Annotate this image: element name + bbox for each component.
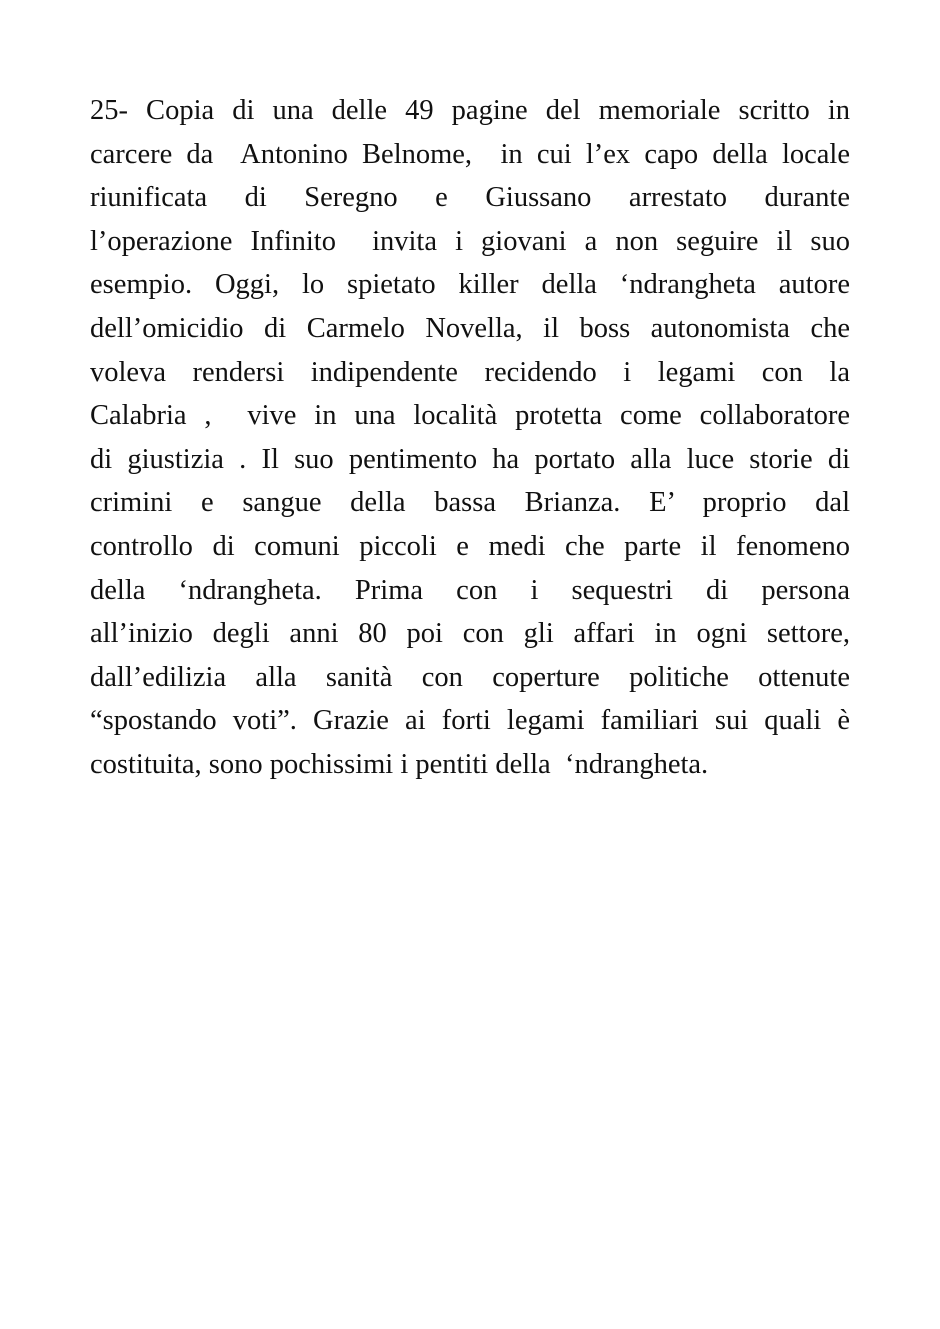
caption-line-4: l’operazione Infinito invita i giovani a non seguire il suo: [90, 225, 850, 257]
caption-paragraph: [90, 89, 850, 787]
caption-line-1: 25- Copia di una delle 49 pagine del memoriale scritto in: [90, 95, 850, 126]
caption-line-9: di giustizia . Il suo pentimento ha portato alla luce storie di: [90, 443, 850, 475]
caption-line-12: della ‘ndrangheta. Prima con i sequestri di persona: [90, 574, 850, 606]
caption-line-15: “spostando voti”. Grazie ai forti legami familiari sui quali è: [90, 705, 850, 737]
caption-line-10: crimini e sangue della bassa Brianza. E’ proprio dal: [90, 487, 850, 519]
caption-line-16: costituita, sono pochissimi i pentiti della ‘ndrangheta.: [90, 748, 709, 780]
caption-line-5: esempio. Oggi, lo spietato killer della ‘ndrangheta autore: [90, 269, 850, 301]
caption-line-7: voleva rendersi indipendente recidendo i legami con la: [90, 356, 850, 388]
caption-line-8: Calabria , vive in una località protetta come collaboratore: [90, 400, 850, 432]
caption-line-14: dall’edilizia alla sanità con coperture politiche ottenute: [90, 661, 850, 693]
caption-line-3: riunificata di Seregno e Giussano arrestato durante: [90, 182, 850, 214]
caption-line-11: controllo di comuni piccoli e medi che parte il fenomeno: [90, 530, 850, 562]
caption-line-13: all’inizio degli anni 80 poi con gli affari in ogni settore,: [90, 618, 850, 650]
caption-line-2: carcere da Antonino Belnome, in cui l’ex capo della locale: [90, 138, 850, 170]
caption-line-6: dell’omicidio di Carmelo Novella, il boss autonomista che: [90, 312, 850, 344]
